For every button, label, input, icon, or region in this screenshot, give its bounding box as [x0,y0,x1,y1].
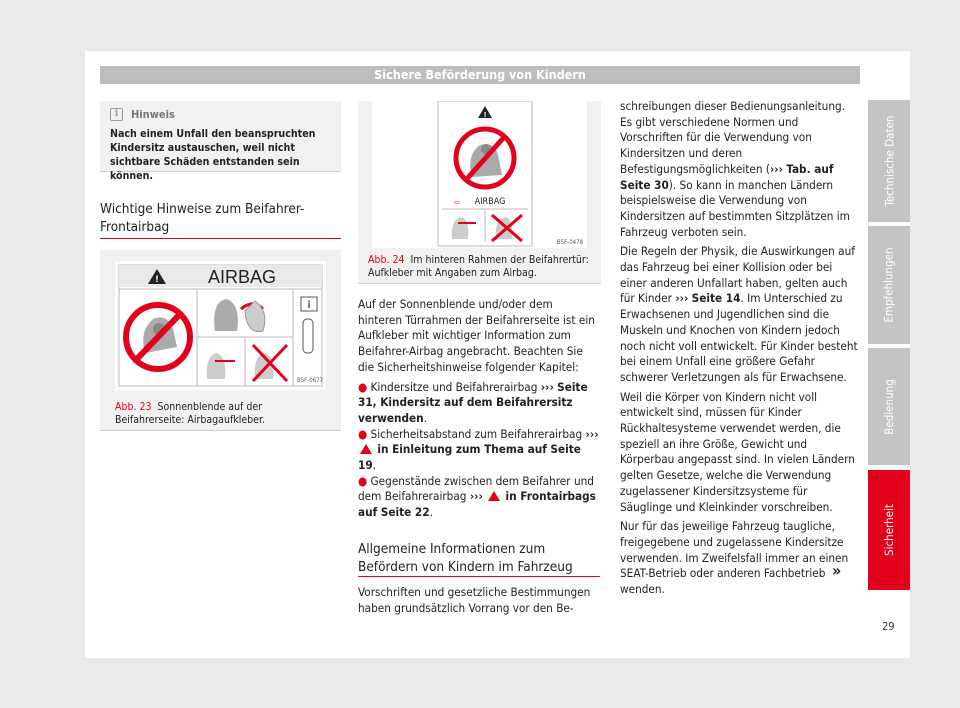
hint-header [110,108,175,121]
figure-23-label: Abb. 23 [115,401,152,413]
figure-23-image [115,261,326,390]
bullet-item: ● Kindersitze und Beifahrerairbag ››› Seite 31, Kindersitz auf dem Beifahrersitz verwenden. [358,379,588,425]
link-frontairbags[interactable]: in Frontairbags auf Seite 22 [358,489,596,520]
link-seite-14[interactable]: Seite 14 [691,291,741,306]
hint-title: Hinweis [131,108,175,121]
fig24-code: B5F-0478 [557,239,583,246]
page-number: 29 [882,620,895,633]
bullet-item: ● Gegenstände zwischen dem Beifahrer und dem Beifahrerairbag ››› in Frontairbags auf Seite 22. [358,473,596,520]
figure-23-caption-text: Sonnenblende auf der Beifahrerseite: Airbagaufkleber. [115,401,265,426]
tab-empfehlungen[interactable]: Empfehlungen [868,226,910,344]
warning-icon [488,491,500,501]
link-tab-seite-30[interactable]: Tab. auf Seite 30 [620,161,834,192]
link-kindersitz[interactable]: Seite 31, Kindersitz auf dem Beifahrersitz verwenden [358,379,588,425]
tab-bedienung[interactable]: Bedienung [868,348,910,465]
paragraph: Weil die Körper von Kindern nicht voll entwickelt sind, müssen für Kinder Rückhaltesysteme verwendet werden, die speziell an ihre Größe, Gewicht und Körperbau angepasst sind. In vielen Ländern gelten Gesetze, welche die Verwendung zugelassener Kindersitzsysteme für Säuglinge und Kleinkinder vorschreiben. [620,389,855,514]
figure-24 [358,101,601,284]
figure-23-caption [115,401,330,427]
figure-24-caption-text: Im hinteren Rahmen der Beifahrertür: Aufkleber mit Angaben zum Airbag. [368,254,589,279]
page-header: Sichere Beförderung von Kindern [100,66,860,84]
fig23-airbag-text: AIRBAG [207,267,277,287]
section2-paragraph: Vorschriften und gesetzliche Bestimmungen haben grundsätzlich Vorrang vor den Be- [358,585,591,615]
paragraph: Nur für das jeweilige Fahrzeug taugliche, freigegebene und zugelassene Kindersitze verwenden. Im Zweifelsfall immer an einen SEAT-Betrieb oder anderen Fachbetrieb wenden. [620,519,849,597]
middle-column [358,297,600,521]
section-heading-allgemein: Allgemeine Informationen zum Befördern von Kindern im Fahrzeug [358,540,600,577]
svg-text:!: ! [483,111,487,119]
right-column [620,99,860,598]
fig23-code: B5F-0677 [297,377,323,384]
tab-technische-daten[interactable]: Technische Daten [868,100,910,222]
door-sticker-graphic [372,101,587,248]
paragraph: schreibungen dieser Bedienungsanleitung. Es gibt verschiedene Normen und Vorschriften für die Verwendung von Kindersitzen und deren Befestigungsmöglichkeiten (››› Tab. auf Seite 30). So kann in manchen Ländern beispielsweise die Verwendung von Kindersitzen auf bestimmten Sitzplätzen im Fahrzeug verboten sein. [620,99,850,239]
airbag-sticker-graphic [115,261,326,390]
warning-icon [360,444,372,454]
figure-23 [100,250,341,431]
hint-box [100,101,341,182]
paragraph: Die Regeln der Physik, die Auswirkungen auf das Fahrzeug bei einer Kollision oder bei einer anderen Unfallart haben, gelten auch für Kinder ››› Seite 14. Im Unterschied zu Erwachsenen und Jugendlichen sind die Muskeln und Knochen von Kindern jedoch noch nicht voll entwickelt. Für Kinder besteht bei einem Unfall eine größere Gefahr schwerer Verletzungen als für Erwachsene. [620,244,858,384]
section-heading-airbag: Wichtige Hinweise zum Beifahrer-Frontairbag [100,200,341,239]
tab-sicherheit[interactable]: Sicherheit [868,470,910,590]
figure-24-caption [368,254,593,280]
fig24-airbag-text: AIRBAG [474,197,506,207]
figure-24-image [372,101,587,248]
bullet-item: ● Sicherheitsabstand zum Beifahrerairbag ››› in Einleitung zum Thema auf Seite 19. [358,426,599,473]
continue-mark: » [832,561,842,580]
link-sicherheitsabstand[interactable]: in Einleitung zum Thema auf Seite 19 [358,442,581,473]
figure-24-label: Abb. 24 [368,254,405,266]
intro-paragraph: Auf der Sonnenblende und/oder dem hinteren Türrahmen der Beifahrerseite ist ein Aufkleber mit wichtiger Information zum Beifahrer-Airbag angebracht. Beachten Sie die Sicherheitshinweise folgender Kapitel: [358,297,595,374]
svg-text:i: i [307,300,311,311]
svg-text:!: ! [155,275,159,285]
fig24-book-icon: ▭ [454,198,460,206]
hint-text: Nach einem Unfall den beanspruchten Kindersitz austauschen, weil nicht sichtbare Schäden entstanden sein können. [110,128,316,182]
info-icon: i [110,108,123,121]
